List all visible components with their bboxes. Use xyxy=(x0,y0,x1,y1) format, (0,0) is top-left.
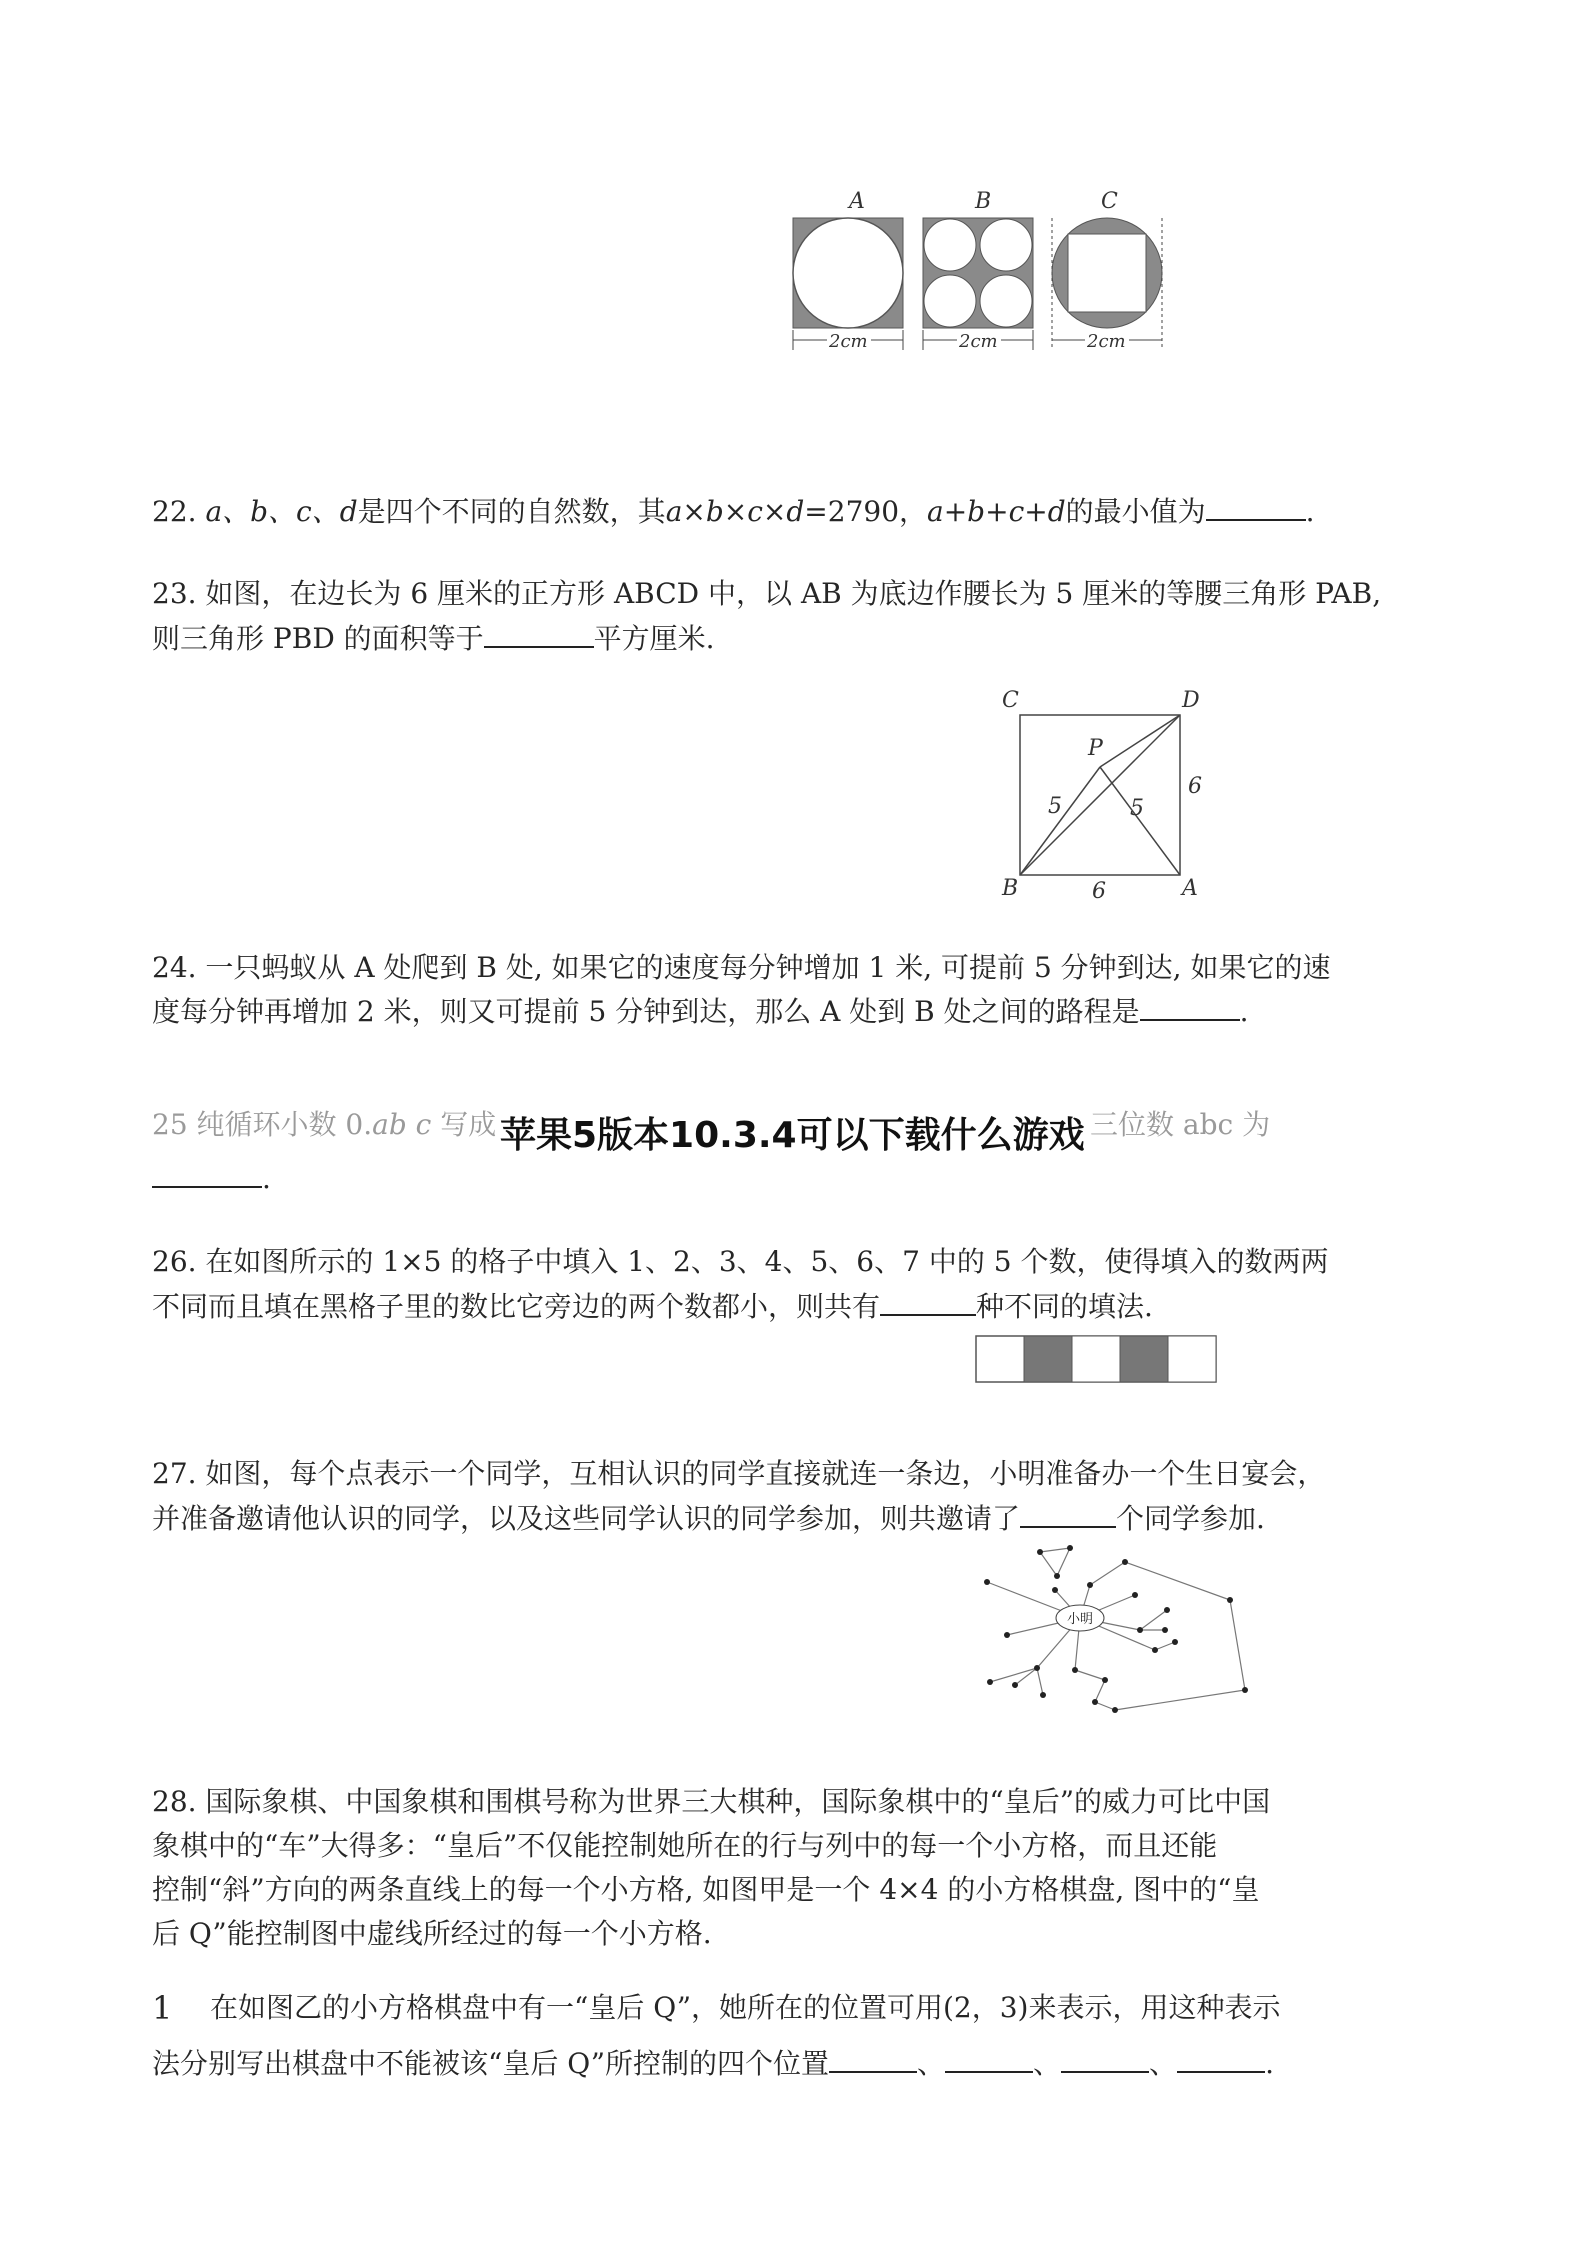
question-28-line2: 象棋中的“车”大得多：“皇后”不仅能控制她所在的行与列中的每一个小方格，而且还能 xyxy=(152,1829,1218,1862)
figure-friend-graph xyxy=(975,1530,1255,1730)
q22-sum: a+b+c+d xyxy=(927,495,1066,528)
overlay-title: 苹果5版本10.3.4可以下载什么游戏 xyxy=(500,1115,1085,1156)
question-23-line1: 23. 如图，在边长为 6 厘米的正方形 ABCD 中，以 AB 为底边作腰长为 5 厘米的等腰三角形 PAB, xyxy=(152,577,1382,610)
question-28-sub1-line2 xyxy=(152,2045,1274,2082)
q26-text: 不同而且填在黑格子里的数比它旁边的两个数都小，则共有 xyxy=(152,1290,881,1323)
q22-vars: a、b、c、d xyxy=(205,495,358,528)
question-28-sub1-number: 1 xyxy=(152,1989,173,2027)
figure-label-a: A xyxy=(849,190,865,214)
q22-text: 是四个不同的自然数，其 xyxy=(357,495,666,528)
q22-number: 22. xyxy=(152,495,206,528)
q23-text: 则三角形 PBD 的面积等于 xyxy=(152,622,484,655)
question-24-line2 xyxy=(152,993,1249,1030)
figure-dim-a: 2cm xyxy=(829,331,868,352)
graph-center-label: 小明 xyxy=(1066,1612,1094,1627)
question-28-line3: 控制“斜”方向的两条直线上的每一个小方格, 如图甲是一个 4×4 的小方格棋盘, 图中的“皇 xyxy=(152,1873,1260,1906)
q28-sub-text: 法分别写出棋盘中不能被该“皇后 Q”所控制的四个位置 xyxy=(152,2047,830,2080)
figure-dim-c: 2cm xyxy=(1087,331,1126,352)
q26-answer-blank[interactable] xyxy=(880,1288,976,1316)
q24-text: 度每分钟再增加 2 米，则又可提前 5 分钟到达，那么 A 处到 B 处之间的路程是 xyxy=(152,995,1140,1028)
fig23-label-b: B xyxy=(1002,876,1019,901)
figure-circles-squares xyxy=(785,190,1185,360)
figure-grid-1x5 xyxy=(975,1335,1217,1385)
fig23-label-c: C xyxy=(1002,688,1019,713)
question-28-line4: 后 Q”能控制图中虚线所经过的每一个小方格. xyxy=(152,1917,712,1950)
q24-period: . xyxy=(1239,995,1249,1028)
q22-product: a×b×c×d xyxy=(665,495,805,528)
q23-unit: 平方厘米. xyxy=(593,622,715,655)
fig23-label-d: D xyxy=(1182,688,1200,713)
q25-decimal: ab c xyxy=(372,1108,432,1141)
q25-text-a: 25 纯循环小数 0. xyxy=(152,1108,373,1141)
figure-label-c: C xyxy=(1101,190,1118,214)
q25-period: . xyxy=(262,1162,271,1195)
q27-answer-blank[interactable] xyxy=(1020,1500,1116,1528)
figure-dim-b: 2cm xyxy=(959,331,998,352)
figure-square-triangle xyxy=(990,685,1230,905)
fig23-label-a: A xyxy=(1182,876,1198,901)
figure-label-b: B xyxy=(975,190,992,214)
q23-answer-blank[interactable] xyxy=(484,620,594,648)
q22-value: =2790， xyxy=(804,495,928,528)
q28-sep-3: 、 xyxy=(1149,2047,1178,2080)
fig23-label-p: P xyxy=(1088,736,1103,761)
q22-text-end: 的最小值为 xyxy=(1065,495,1206,528)
fig23-label-6-side: 6 xyxy=(1188,774,1202,799)
question-26-line1: 26. 在如图所示的 1×5 的格子中填入 1、2、3、4、5、6、7 中的 5 个数，使得填入的数两两 xyxy=(152,1245,1329,1278)
question-25-line2 xyxy=(152,1160,271,1197)
q26-text-end: 种不同的填法. xyxy=(976,1290,1153,1323)
question-27-line1: 27. 如图，每个点表示一个同学，互相认识的同学直接就连一条边，小明准备办一个生日宴会， xyxy=(152,1457,1326,1490)
q28-answer-blank-1[interactable] xyxy=(829,2045,917,2073)
q24-answer-blank[interactable] xyxy=(1140,993,1240,1021)
q28-answer-blank-2[interactable] xyxy=(945,2045,1033,2073)
q27-text: 并准备邀请他认识的同学，以及这些同学认识的同学参加，则共邀请了 xyxy=(152,1502,1021,1535)
question-24-line1: 24. 一只蚂蚁从 A 处爬到 B 处, 如果它的速度每分钟增加 1 米, 可提前 5 分钟到达, 如果它的速 xyxy=(152,951,1331,984)
question-22 xyxy=(152,493,1315,530)
question-26-line2 xyxy=(152,1288,1153,1325)
q22-period: . xyxy=(1305,495,1315,528)
fig23-label-5-right: 5 xyxy=(1130,796,1144,821)
question-25-line1-end: 三位数 abc 为 xyxy=(1090,1108,1271,1141)
q28-sep-1: 、 xyxy=(917,2047,946,2080)
fig23-label-6-bottom: 6 xyxy=(1092,879,1106,904)
question-28-line1: 28. 国际象棋、中国象棋和围棋号称为世界三大棋种，国际象棋中的“皇后”的威力可比中国 xyxy=(152,1785,1271,1818)
q28-answer-blank-3[interactable] xyxy=(1061,2045,1149,2073)
q27-text-end: 个同学参加. xyxy=(1116,1502,1265,1535)
question-23-line2 xyxy=(152,620,715,657)
q25-answer-blank[interactable] xyxy=(152,1160,262,1188)
q28-sep-2: 、 xyxy=(1033,2047,1062,2080)
q28-answer-blank-4[interactable] xyxy=(1177,2045,1265,2073)
q28-period: . xyxy=(1265,2047,1274,2080)
fig23-label-5-left: 5 xyxy=(1048,794,1062,819)
q25-text-c: 写成 xyxy=(431,1108,497,1141)
question-25-line1 xyxy=(152,1107,496,1143)
q22-answer-blank[interactable] xyxy=(1206,493,1306,521)
question-28-sub1-line1: 在如图乙的小方格棋盘中有一“皇后 Q”，她所在的位置可用(2，3)来表示，用这种表示 xyxy=(210,1991,1281,2024)
